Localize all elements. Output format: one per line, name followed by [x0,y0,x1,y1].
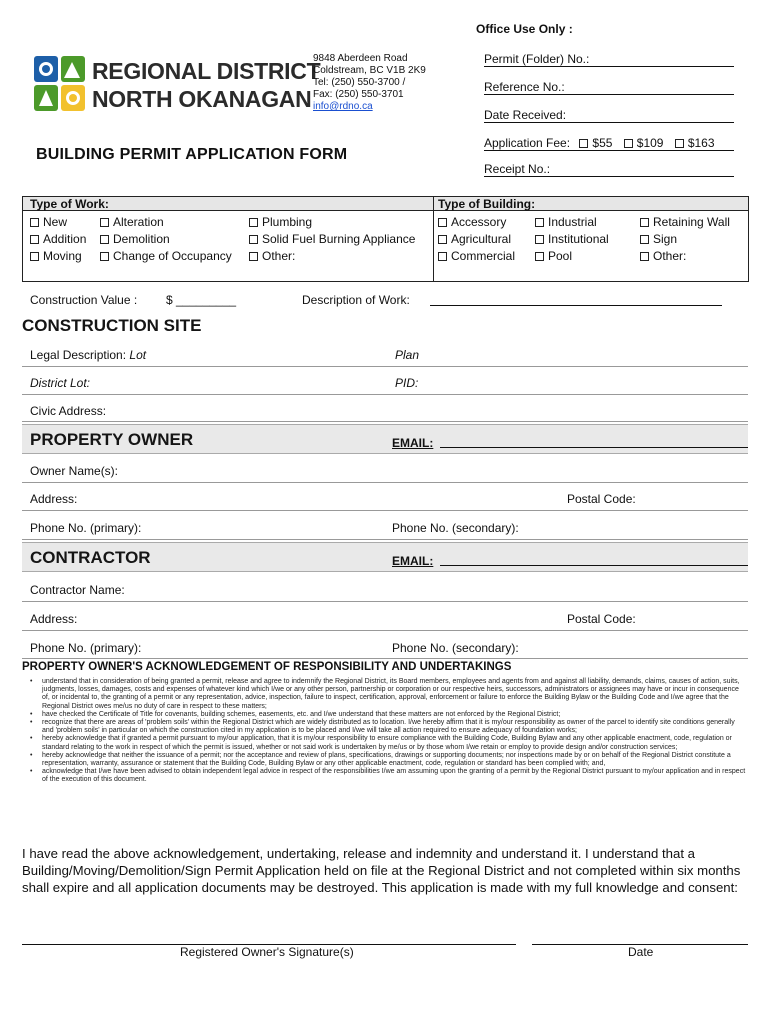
owner-phone-primary-label: Phone No. (primary): [30,521,142,535]
org-tel: Tel: (250) 550-3700 / [313,77,406,88]
district-lot-field[interactable] [22,394,748,395]
work-col2 [100,214,232,265]
logo-mark-icon [34,56,86,112]
org-email-link[interactable]: info@rdno.ca [313,101,373,112]
application-fee-row [484,136,715,150]
checkbox-icon [438,252,447,261]
work-option-new[interactable]: New [30,214,86,231]
building-option-pool[interactable]: Pool [535,248,609,265]
contractor-email-label: EMAIL: [392,554,434,568]
org-address1: 9848 Aberdeen Road [313,53,408,64]
work-option-change-of-occupancy[interactable]: Change of Occupancy [100,248,232,265]
work-col3 [249,214,415,265]
type-divider [433,196,434,282]
checkbox-icon [579,139,588,148]
checkbox-icon [30,235,39,244]
org-name-line2: NORTH OKANAGAN [92,86,312,112]
contractor-phone-primary-label: Phone No. (primary): [30,641,142,655]
legal-description-field[interactable] [22,366,748,367]
work-option-addition[interactable]: Addition [30,231,86,248]
building-option-other[interactable]: Other: [640,248,730,265]
type-header-band [22,196,749,211]
checkbox-icon [640,218,649,227]
building-col1 [438,214,515,265]
contractor-address-label: Address: [30,612,78,626]
org-name-line1: REGIONAL DISTRICT [92,58,321,84]
permit-no-label: Permit (Folder) No.: [484,52,590,66]
ack-item: • hereby acknowledge that if granted a permit pursuant to my/our application, that it is my/our responsibility to ensure compliance with the Building Code, Building Bylaw and any other applicable enactment, code, regulation or standard relating to the work in respect of which the permit is issued, whether or not said work is undertaken by me/us or by those whom I/we retain or employ to provide design and/or construction services; [36,735,748,751]
permit-no-field[interactable] [484,66,734,67]
building-option-institutional[interactable]: Institutional [535,231,609,248]
building-col3 [640,214,730,265]
fee-option-55[interactable]: $55 [579,136,612,150]
contractor-name-field[interactable] [22,601,748,602]
contractor-email-field[interactable] [440,565,748,566]
type-of-work-label: Type of Work: [30,197,109,211]
building-option-sign[interactable]: Sign [640,231,730,248]
fee-option-163[interactable]: $163 [675,136,715,150]
checkbox-icon [30,218,39,227]
checkbox-icon [438,218,447,227]
ack-item: • understand that in consideration of being granted a permit, release and agree to indemnify the Regional District, its Board members, employees and agents from and against all liability, demands, claims, causes of action, suits, judgments, losses, damages, costs and expenses of whatever kind which I/we or any other person, partnership or corporation or our respective heirs, successors, administrators or assignees may have or incur in consequence of, or incidental to, the granting of a permit or any representation, advice, inspection, failure to inspect, certification, approval, enforcement or failure to enforce the Building Bylaw or the Building Code and I/we agree that the Regional District owes me/us no duty of care in respect to these matters; [36,678,748,711]
reference-no-field[interactable] [484,94,734,95]
work-option-demolition[interactable]: Demolition [100,231,232,248]
building-col2 [535,214,609,265]
pid-label: PID: [395,376,419,390]
owner-email-field[interactable] [440,447,748,448]
checkbox-icon [30,252,39,261]
checkbox-icon [675,139,684,148]
owner-address-label: Address: [30,492,78,506]
receipt-no-label: Receipt No.: [484,162,551,176]
consent-statement: I have read the above acknowledgement, undertaking, release and indemnity and understand it. I understand that a Building/Moving/Demolition/Sign Permit Application held on file at the Regional District and not completed within six months shall expire and all application documents may be destroyed. This application is made with my full knowledge and consent: [22,846,741,895]
acknowledgement-heading: PROPERTY OWNER'S ACKNOWLEDGEMENT OF RESPONSIBILITY AND UNDERTAKINGS [22,661,512,673]
signature-date-label: Date [628,945,654,959]
legal-description-label: Legal Description: Lot [30,348,147,362]
application-fee-label: Application Fee: [484,136,571,150]
contractor-name-label: Contractor Name: [30,583,125,597]
checkbox-icon [249,252,258,261]
contractor-address-field[interactable] [22,630,748,631]
work-option-solid-fuel[interactable]: Solid Fuel Burning Appliance [249,231,415,248]
application-fee-line [484,150,734,151]
construction-value-label: Construction Value : [30,293,138,307]
contractor-phone-field[interactable] [22,658,748,659]
owner-names-field[interactable] [22,482,748,483]
description-of-work-field[interactable] [430,305,722,306]
ack-item: • hereby acknowledge that neither the issuance of a permit; nor the acceptance and review of plans, specifications, drawings or supporting documents; nor inspections made by or on behalf of the Regional District constitute a representation, warranty, assurance or statement that the Building Code, Building Bylaw or any other applicable enactment, code, regulation or standard has been complied with; and, [36,752,748,768]
contractor-phone-secondary-label: Phone No. (secondary): [392,641,519,655]
contractor-postal-code-label: Postal Code: [567,612,636,626]
description-of-work-label: Description of Work: [302,293,410,307]
date-received-field[interactable] [484,122,734,123]
org-address2: Coldstream, BC V1B 2K9 [313,65,426,76]
civic-address-field[interactable] [22,421,748,422]
ack-item: • acknowledge that I/we have been advised to obtain independent legal advice in respect of the responsibilities I/we am assuming upon the granting of a permit by the Regional District pursuant to my/our application and in respect of the execution of this document. [36,768,748,784]
ack-item: • have checked the Certificate of Title for covenants, building schemes, easements, etc. and I/we understand that these matters are not enforced by the Regional District; [36,711,748,719]
ack-item: • recognize that there are areas of 'problem soils' within the Regional District which are widely distributed as to location. I/we hereby affirm that it is my/our responsibility as owner of the parcel to identify site conditions generally and 'problem soils' in particular on which the construction cited in my application is to be placed and I/we will take all action required to ensure adequacy of foundation works; [36,719,748,735]
building-option-agricultural[interactable]: Agricultural [438,231,515,248]
building-option-industrial[interactable]: Industrial [535,214,609,231]
rdno-logo [34,56,86,112]
work-option-other[interactable]: Other: [249,248,415,265]
date-received-label: Date Received: [484,108,567,122]
checkbox-icon [640,235,649,244]
civic-address-label: Civic Address: [30,404,107,418]
reference-no-label: Reference No.: [484,80,565,94]
owner-phone-secondary-label: Phone No. (secondary): [392,521,519,535]
plan-label: Plan [395,348,420,362]
checkbox-icon [100,252,109,261]
district-lot-label: District Lot: [30,376,91,390]
checkbox-icon [438,235,447,244]
checkbox-icon [640,252,649,261]
org-fax: Fax: (250) 550-3701 [313,89,404,100]
checkbox-icon [624,139,633,148]
checkbox-icon [100,235,109,244]
owner-postal-code-label: Postal Code: [567,492,636,506]
fee-option-109[interactable]: $109 [624,136,664,150]
checkbox-icon [535,218,544,227]
construction-value-field[interactable]: $ _________ [166,293,237,307]
owner-email-label: EMAIL: [392,436,434,450]
building-option-commercial[interactable]: Commercial [438,248,515,265]
checkbox-icon [249,218,258,227]
type-of-building-label: Type of Building: [438,197,536,211]
work-option-moving[interactable]: Moving [30,248,86,265]
building-option-retaining-wall[interactable]: Retaining Wall [640,214,730,231]
org-contact [313,53,426,113]
checkbox-icon [249,235,258,244]
checkbox-icon [535,235,544,244]
acknowledgement-list [26,678,748,785]
owner-signature-label: Registered Owner's Signature(s) [180,945,354,959]
checkbox-icon [535,252,544,261]
receipt-no-field[interactable] [484,176,734,177]
form-title: BUILDING PERMIT APPLICATION FORM [36,146,348,163]
checkbox-icon [100,218,109,227]
work-option-alteration[interactable]: Alteration [100,214,232,231]
contractor-heading: CONTRACTOR [30,548,151,567]
owner-phone-field[interactable] [22,539,748,540]
construction-site-heading: CONSTRUCTION SITE [22,316,202,335]
work-option-plumbing[interactable]: Plumbing [249,214,415,231]
work-col1 [30,214,86,265]
building-option-accessory[interactable]: Accessory [438,214,515,231]
owner-names-label: Owner Name(s): [30,464,119,478]
owner-address-field[interactable] [22,510,748,511]
property-owner-heading: PROPERTY OWNER [30,430,194,449]
office-use-title: Office Use Only : [476,22,573,36]
